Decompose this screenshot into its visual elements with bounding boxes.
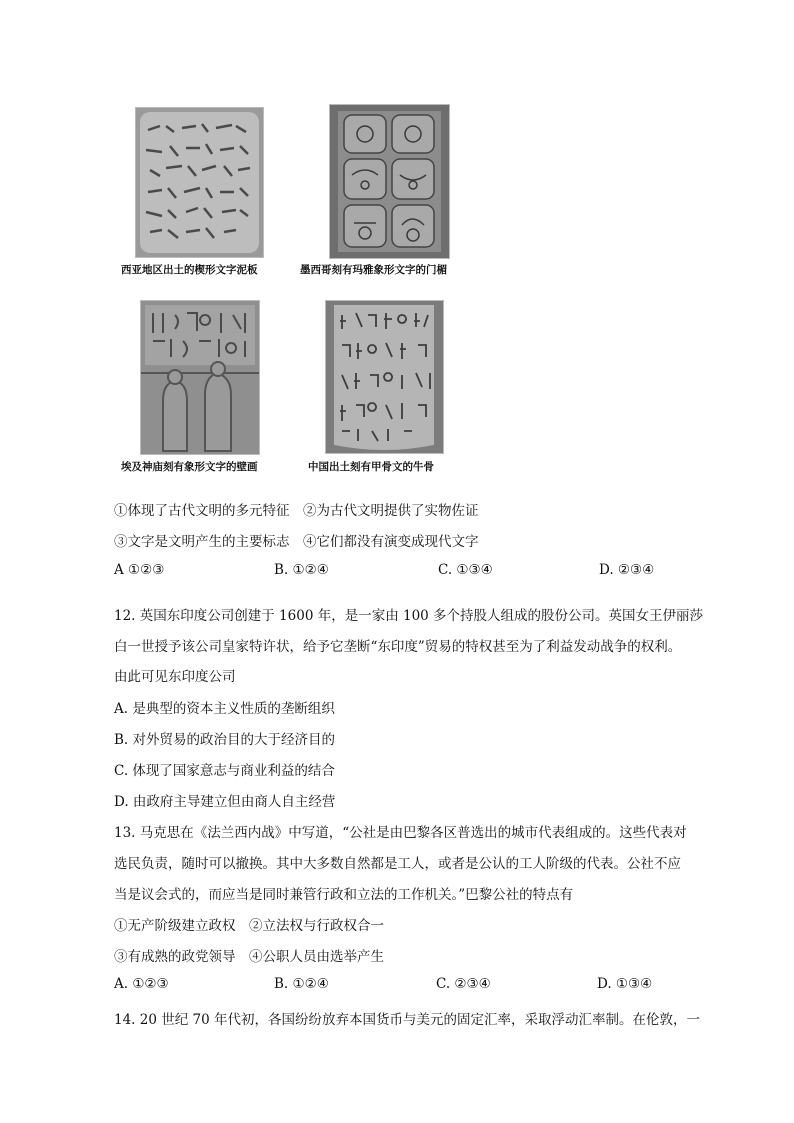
q13-stem-line-1: 13. 马克思在《法兰西内战》中写道，“公社是由巴黎各区普选出的城市代表组成的。这些代表对 bbox=[114, 825, 687, 841]
q13-option-b[interactable]: B. ①②④ bbox=[274, 976, 329, 992]
q11-option-d[interactable]: D. ②③④ bbox=[599, 562, 655, 578]
q13-statement-line-2: ③有成熟的政党领导 ④公职人员由选举产生 bbox=[114, 949, 384, 965]
q11-option-a[interactable]: A ①②③ bbox=[114, 562, 165, 578]
q12-option-b[interactable]: B. 对外贸易的政治目的大于经济目的 bbox=[114, 732, 336, 748]
maya-lintel-photo bbox=[329, 104, 450, 259]
q11-option-c[interactable]: C. ①③④ bbox=[438, 562, 493, 578]
figure-caption-egypt: 埃及神庙刻有象形文字的壁画 bbox=[121, 461, 258, 473]
q11-statement-line-2: ③文字是文明产生的主要标志 ④它们都没有演变成现代文字 bbox=[114, 534, 479, 550]
figure-caption-cuneiform: 西亚地区出土的楔形文字泥板 bbox=[121, 264, 258, 276]
oracle-bone-photo bbox=[325, 300, 444, 454]
q12-option-c[interactable]: C. 体现了国家意志与商业利益的结合 bbox=[114, 763, 335, 779]
figure-caption-maya: 墨西哥刻有玛雅象形文字的门楣 bbox=[300, 264, 447, 276]
q11-statement-line-1: ①体现了古代文明的多元特征 ②为古代文明提供了实物佐证 bbox=[114, 503, 479, 519]
q12-option-d[interactable]: D. 由政府主导建立但由商人自主经营 bbox=[114, 794, 336, 810]
q14-stem-line-1: 14. 20 世纪 70 年代初，各国纷纷放弃本国货币与美元的固定汇率，采取浮动汇率制。在伦敦，一 bbox=[114, 1012, 700, 1028]
q12-stem-line-1: 12. 英国东印度公司创建于 1600 年，是一家由 100 多个持股人组成的股份公司。英国女王伊丽莎 bbox=[114, 608, 704, 624]
q13-option-a[interactable]: A. ①②③ bbox=[114, 976, 169, 992]
q12-option-a[interactable]: A. 是典型的资本主义性质的垄断组织 bbox=[114, 701, 335, 717]
q12-stem-line-2: 白一世授予该公司皇家特许状，给予它垄断“东印度”贸易的特权甚至为了利益发动战争的权利。 bbox=[114, 639, 682, 655]
cuneiform-tablet-photo bbox=[135, 107, 264, 258]
q13-statement-line-1: ①无产阶级建立政权 ②立法权与行政权合一 bbox=[114, 918, 384, 934]
figure-caption-oracle-bone: 中国出土刻有甲骨文的牛骨 bbox=[308, 461, 434, 473]
q13-stem-line-3: 当是议会式的，而应当是同时兼管行政和立法的工作机关。”巴黎公社的特点有 bbox=[114, 887, 574, 903]
q11-option-b[interactable]: B. ①②④ bbox=[274, 562, 329, 578]
q13-option-d[interactable]: D. ①③④ bbox=[597, 976, 653, 992]
q12-stem-line-3: 由此可见东印度公司 bbox=[114, 669, 236, 685]
q13-option-c[interactable]: C. ②③④ bbox=[436, 976, 491, 992]
egyptian-mural-photo bbox=[140, 300, 260, 455]
q13-stem-line-2: 选民负责，随时可以撤换。其中大多数自然都是工人，或者是公认的工人阶级的代表。公社不应 bbox=[114, 856, 681, 872]
